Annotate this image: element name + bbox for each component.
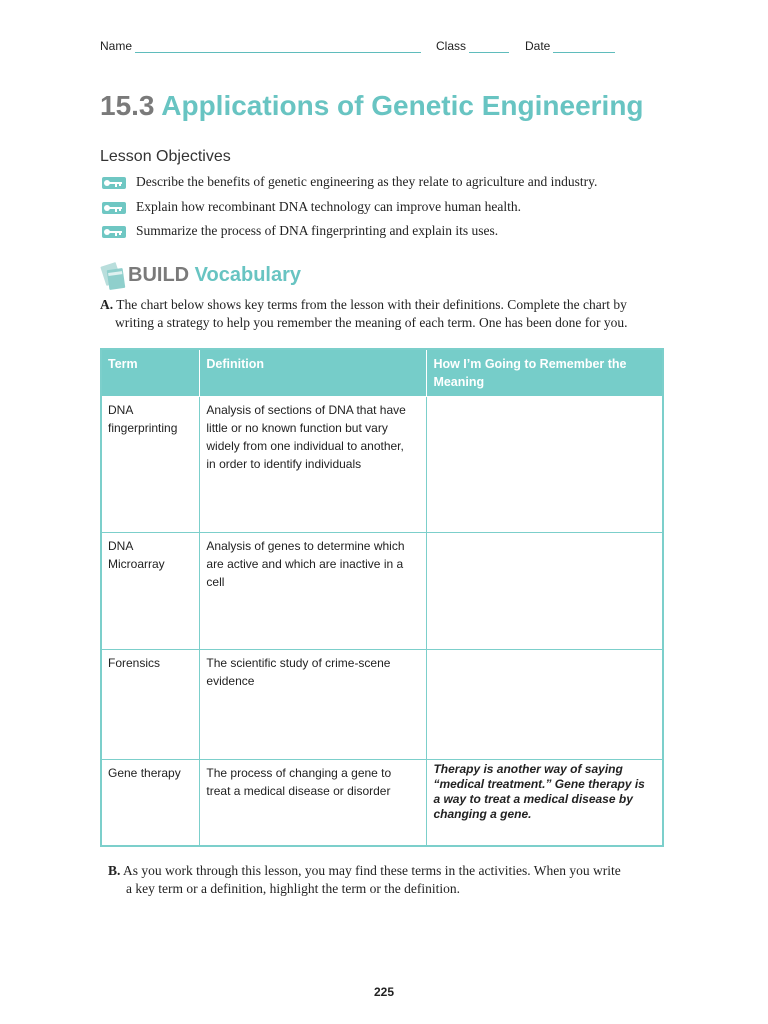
example-line: changing a gene. xyxy=(433,807,532,821)
page-number: 225 xyxy=(373,985,395,999)
definition-cell xyxy=(200,760,427,846)
term-line: DNA xyxy=(108,539,134,553)
section-number: 15.3 xyxy=(100,90,155,121)
table-row xyxy=(101,760,663,846)
example-line: a way to treat a medical disease by xyxy=(433,792,633,806)
term-line: Forensics xyxy=(108,656,161,670)
class-blank[interactable] xyxy=(469,40,509,53)
name-label: Name xyxy=(100,39,133,53)
definition-line: evidence xyxy=(206,674,255,688)
definition-line: little or no known function but vary xyxy=(206,421,388,435)
instruction-a-label: A. xyxy=(100,297,114,312)
definition-cell xyxy=(200,397,427,533)
objective-item xyxy=(100,223,660,248)
term-line: Microarray xyxy=(108,557,165,571)
definition-line: are active and which are inactive in a xyxy=(206,557,404,571)
objective-text: Describe the benefits of genetic engineering as they relate to agriculture and industry. xyxy=(136,174,598,189)
key-icon xyxy=(102,226,126,238)
lesson-objectives-list xyxy=(100,174,660,248)
term-cell xyxy=(101,650,200,760)
term-cell xyxy=(101,533,200,650)
key-icon xyxy=(102,202,126,214)
page-title xyxy=(100,90,644,122)
definition-line: Analysis of genes to determine which xyxy=(206,539,405,553)
column-header-definition: Definition xyxy=(200,349,427,397)
date-blank[interactable] xyxy=(553,40,615,53)
date-field xyxy=(525,39,615,53)
key-icon xyxy=(102,177,126,189)
instruction-a xyxy=(100,296,670,332)
remember-cell-blank[interactable] xyxy=(427,533,663,650)
class-label: Class xyxy=(436,39,467,53)
table-row xyxy=(101,650,663,760)
vocabulary-cards-icon xyxy=(100,262,128,292)
definition-line: cell xyxy=(206,575,225,589)
lesson-objectives-heading: Lesson Objectives xyxy=(100,148,231,165)
definition-line: The scientific study of crime-scene xyxy=(206,656,391,670)
column-header-remember: How I’m Going to Remember the Meaning xyxy=(427,349,663,397)
objective-text: Explain how recombinant DNA technology can improve human health. xyxy=(136,198,522,214)
instruction-b xyxy=(108,862,668,898)
build-vocabulary-heading xyxy=(100,262,400,292)
term-line: fingerprinting xyxy=(108,421,178,435)
name-blank[interactable] xyxy=(135,40,421,53)
term-line: Gene therapy xyxy=(108,766,181,780)
remember-cell-blank[interactable] xyxy=(427,650,663,760)
instruction-b-line2: a key term or a definition, highlight the term or the definition. xyxy=(126,881,461,896)
definition-line: treat a medical disease or disorder xyxy=(206,784,391,798)
instruction-a-line2: writing a strategy to help you remember the meaning of each term. One has been done for you. xyxy=(115,315,628,330)
definition-cell xyxy=(200,533,427,650)
definition-line: Analysis of sections of DNA that have xyxy=(206,403,406,417)
instruction-a-line1: The chart below shows key terms from the lesson with their definitions. Complete the chart by xyxy=(116,297,627,312)
example-line: Therapy is another way of saying xyxy=(433,762,623,776)
objective-item xyxy=(100,199,660,224)
definition-line: widely from one individual to another, xyxy=(206,439,404,453)
term-cell xyxy=(101,397,200,533)
table-header-row xyxy=(101,349,663,397)
remember-cell-example xyxy=(427,760,663,846)
build-word: BUILD xyxy=(128,264,190,286)
term-line: DNA xyxy=(108,403,134,417)
table-row xyxy=(101,397,663,533)
definition-cell xyxy=(200,650,427,760)
table-row xyxy=(101,533,663,650)
instruction-b-line1: As you work through this lesson, you may find these terms in the activities. When you write xyxy=(123,863,621,878)
term-cell xyxy=(101,760,200,846)
vocabulary-word: Vocabulary xyxy=(194,264,302,286)
remember-cell-blank[interactable] xyxy=(427,397,663,533)
vocabulary-table xyxy=(100,348,664,847)
class-field xyxy=(436,39,509,53)
date-label: Date xyxy=(525,39,551,53)
objective-item xyxy=(100,174,660,199)
example-line: “medical treatment.” Gene therapy is xyxy=(433,777,645,791)
definition-line: The process of changing a gene to xyxy=(206,766,392,780)
section-title: Applications of Genetic Engineering xyxy=(161,90,644,121)
definition-line: in order to identify individuals xyxy=(206,457,362,471)
name-field xyxy=(100,39,421,53)
objective-text: Summarize the process of DNA fingerprinting and explain its uses. xyxy=(136,223,499,238)
column-header-term: Term xyxy=(101,349,200,397)
instruction-b-label: B. xyxy=(108,863,121,878)
